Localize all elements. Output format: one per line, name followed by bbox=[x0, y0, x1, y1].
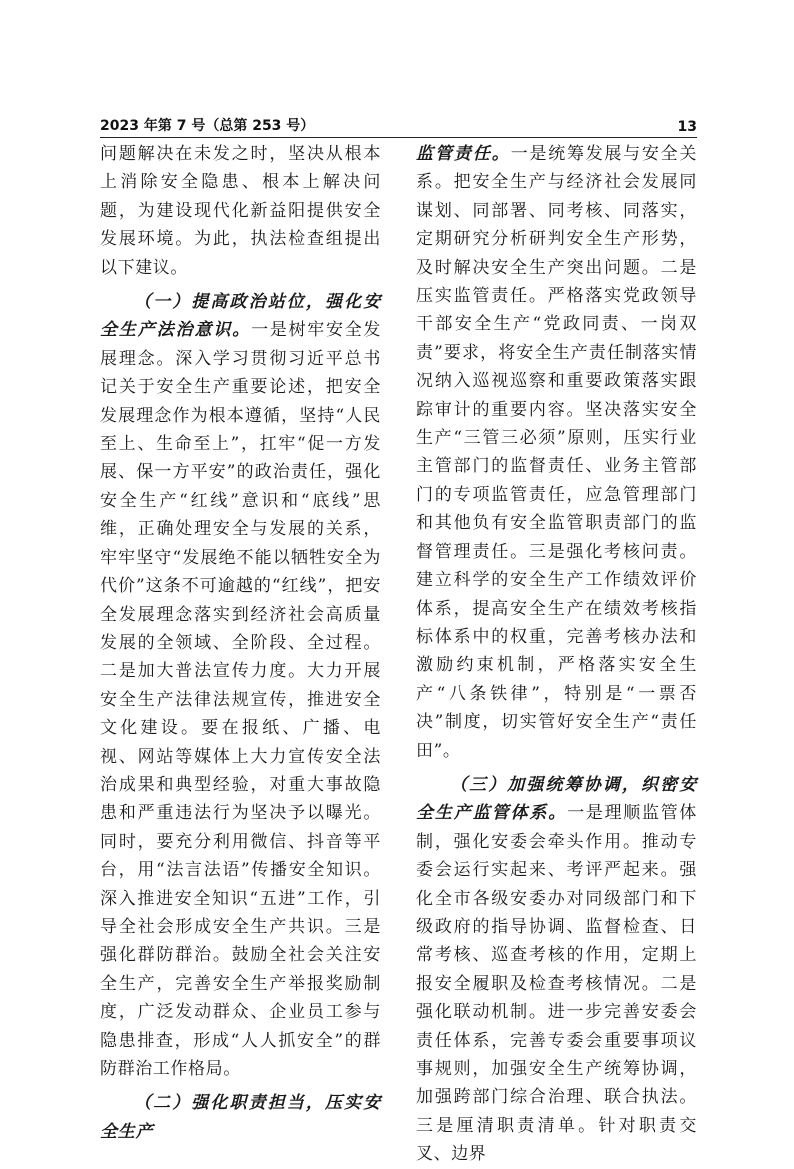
section-1-heading: （一）提高政治站位，强化安全生产法治意识。 bbox=[100, 292, 381, 341]
section-2-paragraph-start bbox=[100, 1089, 381, 1146]
left-column bbox=[100, 140, 381, 1142]
section-3-paragraph bbox=[416, 771, 697, 1169]
page-header bbox=[100, 117, 697, 135]
section-2-heading: （二）强化职责担当，压实安全生产 bbox=[100, 1093, 381, 1142]
section-2-paragraph-cont bbox=[416, 140, 697, 765]
section-1-paragraph bbox=[100, 288, 381, 1083]
page-number: 13 bbox=[677, 119, 697, 135]
issue-label: 2023 年第 7 号（总第 253 号） bbox=[100, 118, 315, 134]
section-3-heading: （三）加强统筹协调，织密安全生产监管体系。 bbox=[416, 774, 697, 824]
section-1-body: 一是树牢安全发展理念。深入学习贯彻习近平总书记关于安全生产重要论述，把安全发展理念作为根本遵循，坚持“人民至上、生命至上”，扛牢“促一方发展、保一方平安”的政治责任，强化安全生产“红线”意识和“底线”思维，正确处理安全与发展的关系，牢牢坚守“发展绝不能以牺牲安全为代价”这条不可逾越的“红线”，把安全发展理念落实到经济社会高质量发展的全领域、全阶段、全过程。二是加大普法宣传力度。大力开展安全生产法律法规宣传，推进安全文化建设。要在报纸、广播、电视、网站等媒体上大力宣传安全法治成果和典型经验，对重大事故隐患和严重违法行为坚决予以曝光。同时，要充分利用微信、抖音等平台，用“法言法语”传播安全知识。深入推进安全知识“五进”工作，引导全社会形成安全生产共识。三是强化群防群治。鼓励全社会关注安全生产，完善安全生产举报奖励制度，广泛发动群众、企业员工参与隐患排查，形成“人人抓安全”的群防群治工作格局。 bbox=[100, 320, 381, 1079]
section-2-body: 一是统筹发展与安全关系。把安全生产与经济社会发展同谋划、同部署、同考核、同落实，定期研究分析研判安全生产形势，及时解决安全生产突出问题。二是压实监管责任。严格落实党政领导干部安全生产“党政同责、一岗双责”要求，将安全生产责任制落实情况纳入巡视巡察和重要政策落实跟踪审计的重要内容。坚决落实安全生产“三管三必须”原则，压实行业主管部门的监督责任、业务主管部门的专项监管责任，应急管理部门和其他负有安全监管职责部门的监督管理责任。三是强化考核问责。建立科学的安全生产工作绩效评价体系，提高安全生产在绩效考核指标体系中的权重，完善考核办法和激励约束机制，严格落实安全生产“八条铁律”，特别是“一票否决”制度，切实管好安全生产“责任田”。 bbox=[416, 144, 698, 761]
section-3-body: 一是理顺监管体制，强化安委会牵头作用。推动专委会运行实起来、考评严起来。强化全市各级安委办对同级部门和下级政府的指导协调、监督检查、日常考核、巡查考核的作用，定期上报安全履职及检查考核情况。二是强化联动机制。进一步完善安委会责任体系，完善专委会重要事项议事规则，加强安全生产统筹协调，加强跨部门综合治理、联合执法。三是厘清职责清单。针对职责交叉、边界 bbox=[416, 803, 697, 1165]
intro-paragraph: 问题解决在未发之时，坚决从根本上消除安全隐患、根本上解决问题，为建设现代化新益阳提供安全发展环境。为此，执法检查组提出以下建议。 bbox=[100, 144, 381, 278]
right-column bbox=[416, 140, 698, 1165]
header-rule bbox=[100, 137, 697, 138]
section-2-heading-cont: 监管责任。 bbox=[416, 144, 511, 164]
